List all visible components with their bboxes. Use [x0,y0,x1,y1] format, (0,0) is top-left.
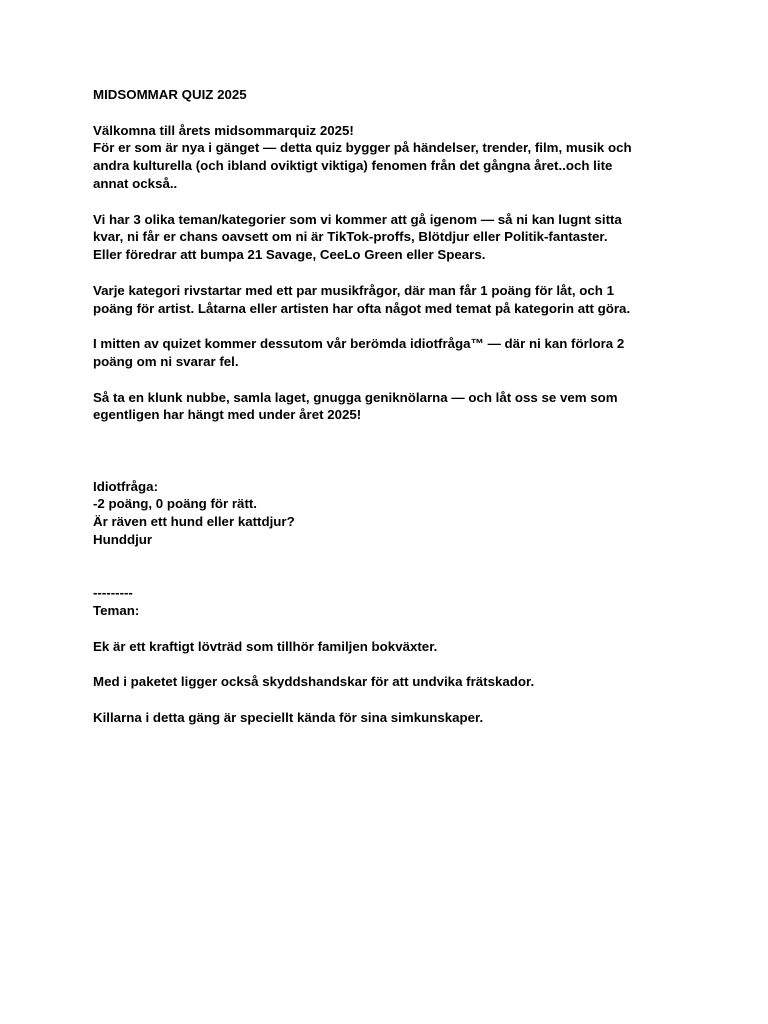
idiot-intro-line: I mitten av quizet kommer dessutom vår berömda idiotfråga™ — där ni kan förlora 2 [93,336,625,352]
idiot-question-answer: Hunddjur [93,531,153,547]
theme-item: Med i paketet ligger också skyddshandskar för att undvika frätskador. [93,674,535,690]
music-line: poäng för artist. Låtarna eller artisten har ofta något med temat på kategorin att göra. [93,300,631,316]
idiot-question-paragraph [93,335,684,371]
idiot-question-heading: Idiotfråga: [93,478,159,494]
themes-heading: Teman: [93,603,140,619]
document-title: MIDSOMMAR QUIZ 2025 [93,87,247,102]
idiot-intro-line: poäng om ni svarar fel. [93,353,239,369]
music-line: Varje kategori rivstartar med ett par musikfrågor, där man får 1 poäng för låt, och 1 [93,282,614,298]
categories-line: Eller föredrar att bumpa 21 Savage, CeeLo Green eller Spears. [93,247,486,263]
closing-line: Så ta en klunk nubbe, samla laget, gnugga geniknölarna — och låt oss se vem som [93,389,618,405]
intro-line: För er som är nya i gänget — detta quiz bygger på händelser, trender, film, musik och [93,140,632,156]
intro-line: Välkomna till årets midsommarquiz 2025! [93,122,354,138]
themes-section [93,584,684,620]
idiot-question-section [93,478,684,549]
music-paragraph [93,282,684,318]
intro-line: annat också.. [93,175,178,191]
idiot-question-scoring: -2 poäng, 0 poäng för rätt. [93,496,257,512]
idiot-question-text: Är räven ett hund eller kattdjur? [93,514,295,530]
theme-item: Ek är ett kraftigt lövträd som tillhör familjen bokväxter. [93,638,438,654]
themes-divider: --------- [93,585,133,601]
closing-line: egentligen har hängt med under året 2025! [93,407,362,423]
categories-line: Vi har 3 olika teman/kategorier som vi kommer att gå igenom — så ni kan lugnt sitta [93,211,622,227]
intro-paragraph [93,122,684,193]
closing-paragraph [93,389,684,425]
theme-item: Killarna i detta gäng är speciellt kända för sina simkunskaper. [93,709,484,725]
categories-paragraph [93,211,684,264]
intro-line: andra kulturella (och ibland oviktigt viktiga) fenomen från det gångna året..och lite [93,158,613,174]
categories-line: kvar, ni får er chans oavsett om ni är TikTok-proffs, Blötdjur eller Politik-fantaster. [93,229,608,245]
